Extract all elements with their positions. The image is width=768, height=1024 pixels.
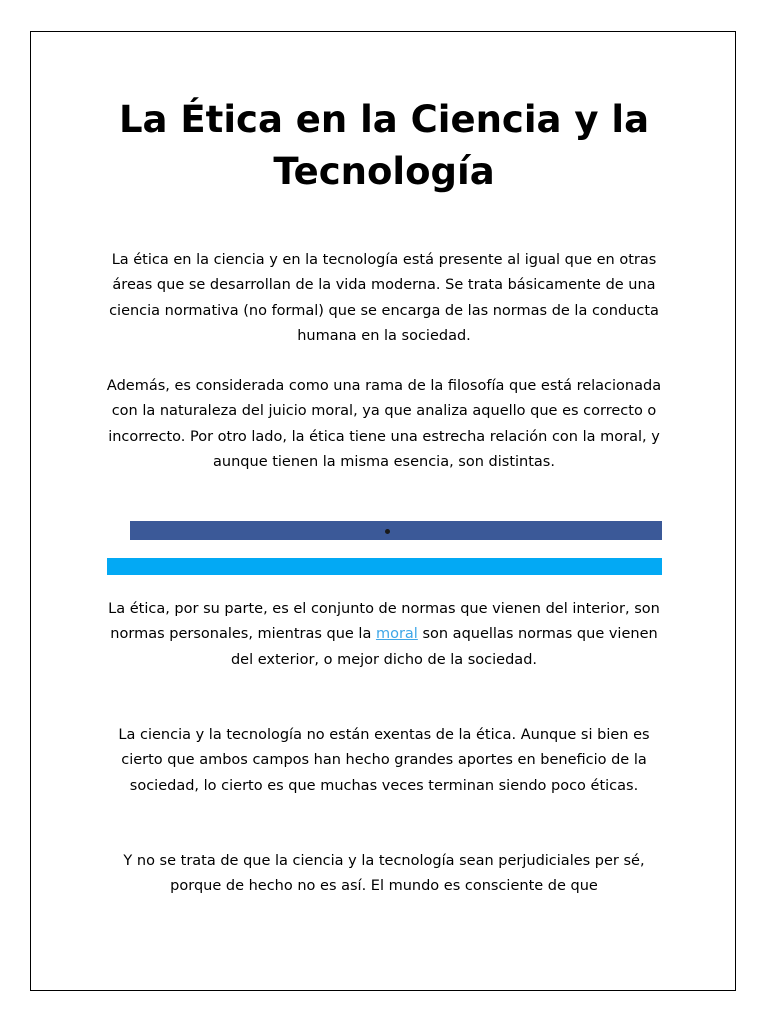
twitter-share-bar[interactable] [107,558,662,575]
paragraph-4: La ciencia y la tecnología no están exentas de la ética. Aunque si bien es cierto que ambos campos han hecho grandes aportes en beneficio de la sociedad, lo cierto es que muchas veces terminan siendo poco éticas. [118,727,650,794]
page-title: La Ética en la Ciencia y la Tecnología [118,98,650,193]
share-dot-icon [385,529,390,534]
paragraph-1: La ética en la ciencia y en la tecnología está presente al igual que en otras áreas que se desarrollan de la vida moderna. Se trata básicamente de una ciencia normativa (no formal) que se encarga de las normas de la conducta humana en la sociedad. [109,252,659,344]
facebook-share-bar[interactable] [130,521,662,540]
document-page [30,31,736,991]
moral-link[interactable]: moral [375,626,418,643]
paragraph-3-text-after: son aquellas normas que vienen del exterior, o mejor dicho de la sociedad. [230,626,658,668]
paragraph-3-text-before: La ética, por su parte, es el conjunto de normas que vienen del interior, son normas personales, mientras que la [108,601,660,643]
paragraph-5: Y no se trata de que la ciencia y la tecnología sean perjudiciales per sé, porque de hecho no es así. El mundo es consciente de que [123,853,645,895]
paragraph-2: Además, es considerada como una rama de la filosofía que está relacionada con la naturaleza del juicio moral, ya que analiza aquello que es correcto o incorrecto. Por otro lado, la ética tiene una estrecha relación con la moral, y aunque tienen la misma esencia, son distintas. [106,378,662,470]
paragraph-3 [105,597,663,673]
